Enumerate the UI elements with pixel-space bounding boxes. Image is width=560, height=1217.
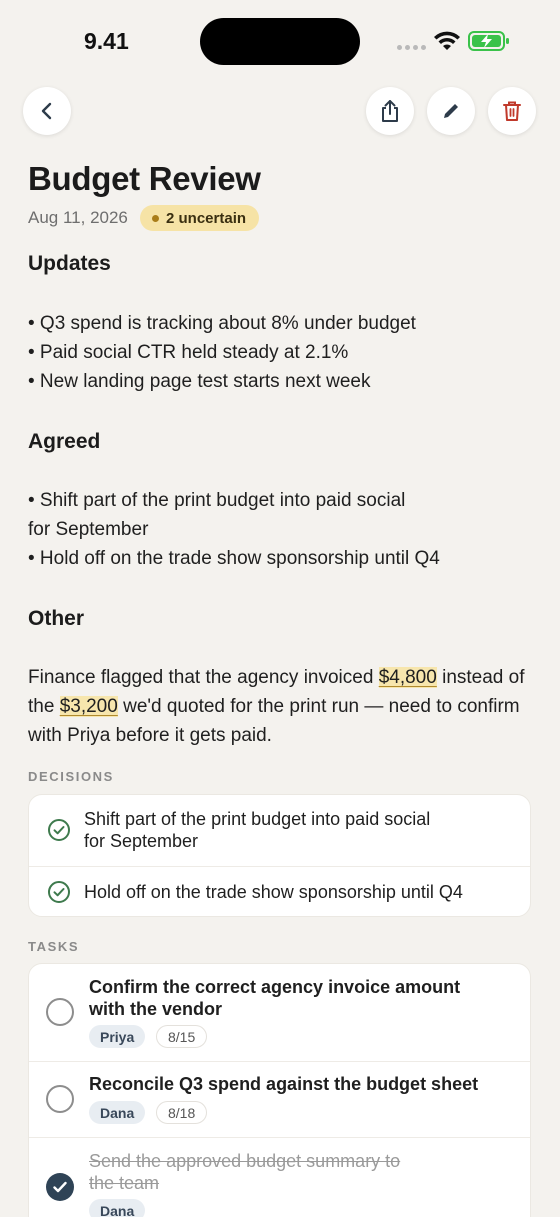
task-item — [29, 964, 531, 1061]
pencil-icon — [441, 101, 461, 121]
delete-button[interactable] — [488, 87, 536, 135]
decision-item[interactable] — [29, 795, 531, 866]
decision-text-continued: for September — [84, 831, 199, 851]
assignee-chip[interactable]: Priya — [89, 1025, 145, 1048]
checkmark-icon — [53, 1181, 67, 1193]
task-item-completed — [29, 1138, 531, 1217]
agreed-heading: Agreed — [28, 430, 101, 453]
decision-item[interactable] — [29, 867, 531, 917]
status-time: 9.41 — [84, 28, 129, 54]
decision-text: Hold off on the trade show sponsorship until Q4 — [84, 882, 463, 902]
updates-bullet: • Paid social CTR held steady at 2.1% — [28, 342, 349, 363]
decisions-card — [28, 794, 531, 917]
task-title-continued[interactable]: with the vendor — [89, 999, 223, 1019]
other-heading: Other — [28, 607, 85, 630]
uncertain-amount-highlight[interactable]: $3,200 — [59, 696, 118, 717]
signal-icon — [397, 45, 426, 50]
updates-bullet: • New landing page test starts next week — [28, 371, 371, 392]
task-title[interactable]: Reconcile Q3 spend against the budget sheet — [89, 1074, 479, 1094]
due-date-chip[interactable]: 8/15 — [156, 1025, 207, 1048]
task-title-continued[interactable]: the team — [89, 1173, 160, 1193]
decisions-section-label: DECISIONS — [28, 769, 114, 784]
edit-button[interactable] — [427, 87, 475, 135]
uncertain-badge[interactable] — [140, 205, 259, 231]
other-paragraph — [28, 663, 533, 750]
share-button[interactable] — [366, 87, 414, 135]
wifi-icon — [433, 30, 461, 52]
other-text: Finance flagged that the agency invoiced — [28, 667, 379, 688]
tasks-section-label: TASKS — [28, 939, 80, 954]
other-text: we'd quoted for the print run — need to confirm with Priya before it gets paid. — [28, 696, 520, 746]
task-checkbox-checked[interactable] — [46, 1173, 74, 1201]
task-item — [29, 1062, 531, 1137]
chevron-left-icon — [38, 102, 56, 120]
task-checkbox[interactable] — [46, 998, 74, 1026]
other-text: instead of the — [28, 667, 525, 717]
task-checkbox[interactable] — [46, 1085, 74, 1113]
status-bar — [0, 0, 560, 80]
trash-icon — [502, 100, 522, 122]
dynamic-island — [200, 18, 360, 65]
uncertain-amount-highlight[interactable]: $4,800 — [378, 667, 437, 688]
updates-bullet: • Q3 spend is tracking about 8% under budget — [28, 313, 416, 334]
tasks-card — [28, 963, 531, 1217]
check-circle-icon — [47, 880, 71, 904]
agreed-bullet: • Shift part of the print budget into paid social — [28, 490, 406, 511]
share-icon — [379, 99, 401, 123]
agreed-bullet-continued: for September — [28, 519, 149, 540]
assignee-chip[interactable]: Dana — [89, 1199, 145, 1217]
due-date-chip[interactable]: 8/18 — [156, 1101, 207, 1124]
task-title[interactable]: Send the approved budget summary to — [89, 1151, 401, 1171]
assignee-chip[interactable]: Dana — [89, 1101, 145, 1124]
page-title: Budget Review — [28, 160, 261, 197]
updates-heading: Updates — [28, 252, 111, 275]
note-date: Aug 11, 2026 — [28, 208, 128, 227]
task-title[interactable]: Confirm the correct agency invoice amount — [89, 977, 461, 997]
badge-dot-icon — [152, 215, 159, 222]
back-button[interactable] — [23, 87, 71, 135]
agreed-bullet: • Hold off on the trade show sponsorship until Q4 — [28, 548, 440, 569]
decision-text: Shift part of the print budget into paid social — [84, 809, 431, 829]
uncertain-badge-label: 2 uncertain — [166, 209, 247, 227]
battery-charging-icon — [468, 31, 510, 51]
check-circle-icon — [47, 818, 71, 842]
